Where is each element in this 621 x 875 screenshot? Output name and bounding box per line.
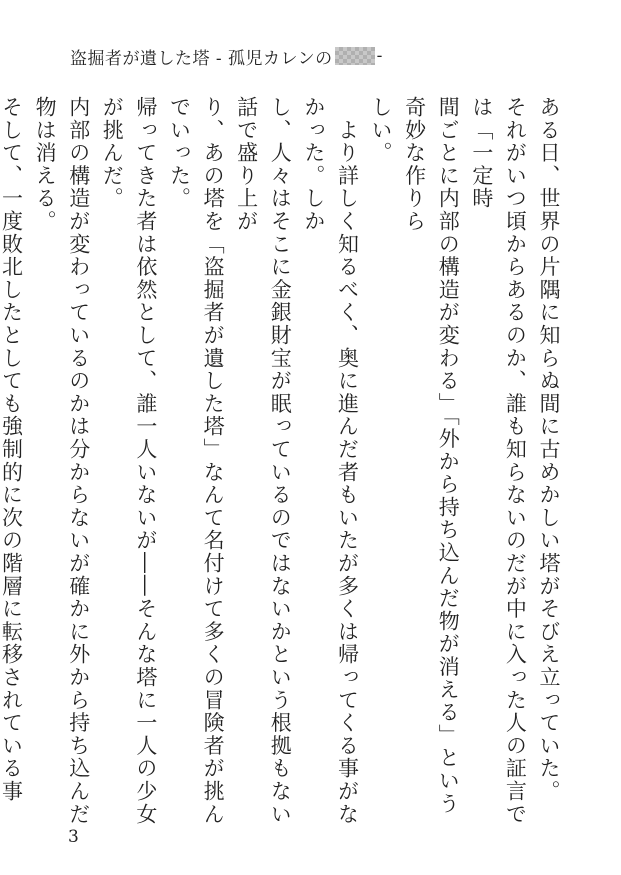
book-title: 盗掘者が遺した塔 - 孤児カレンの	[70, 48, 333, 69]
page-number: 3	[68, 827, 79, 847]
censor-mosaic	[335, 47, 375, 65]
book-title-suffix: -	[376, 46, 383, 66]
page-header	[70, 44, 383, 68]
vertical-body-text: ある日、世界の片隅に知らぬ間に古めかしい塔がそびえ立っていた。 それがいつ頃からあるのか、誰も知らないのだが中に入った人の証言では「一定時 間ごとに内部の構造が変わる」「外から持ち込んだ物が消える」という奇妙な作りら しい。 より詳しく知るべく、奥に進んだ者もいたが多くは帰ってくる事がなかった。しか し、人々はそこに金銀財宝が眠っているのではないかという根拠もない話で盛り上が り、あの塔を「盗掘者が遺した塔」なんて名付けて多くの冒険者が挑んでいった。 帰ってきた者は依然として、誰一人いないが――そんな塔に一人の少女が挑んだ。 内部の構造が変わっているのかは分からないが確かに外から持ち込んだ物は消える。 そして、一度敗北したとしても強制的に次の階層に転移されている事	[0, 96, 561, 826]
